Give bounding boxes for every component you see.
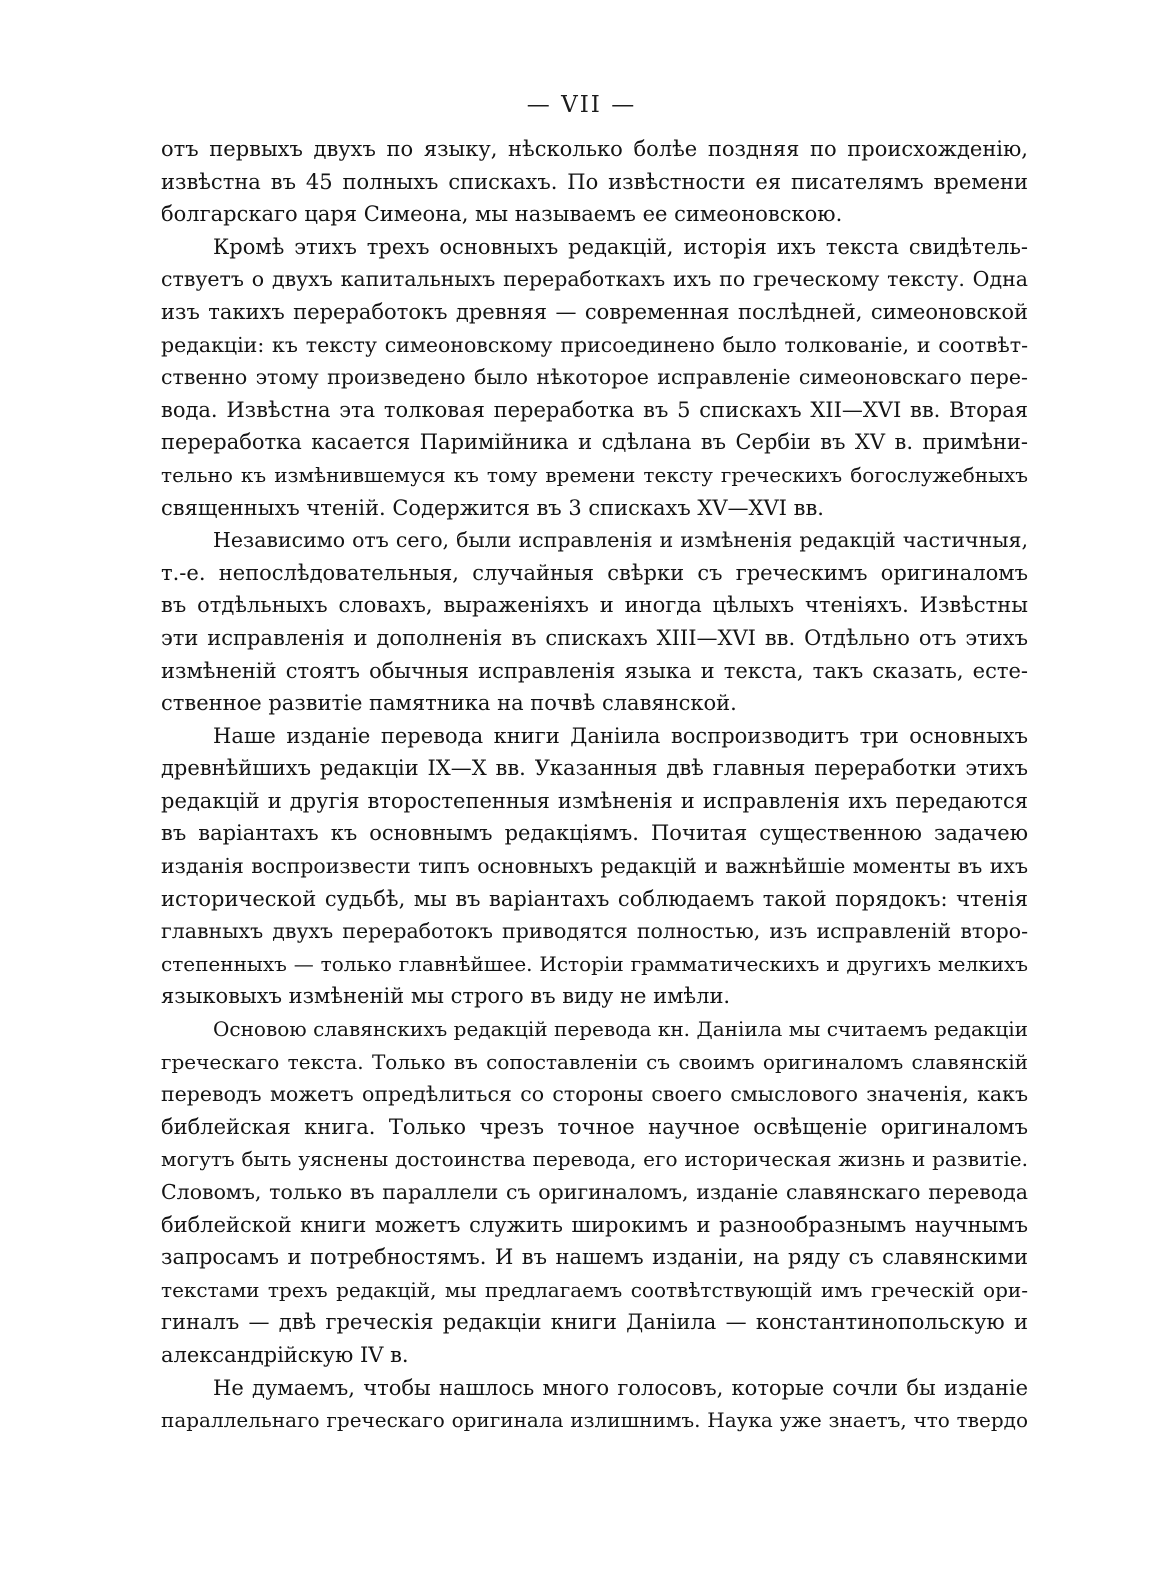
- text-line: Основою славянскихъ редакцій перевода кн. Даніила мы считаемъ редакціи: [213, 1017, 1028, 1042]
- text-line: Кромѣ этихъ трехъ основныхъ редакцій, исторія ихъ текста свидѣтель-: [213, 234, 1028, 259]
- text-line: въ отдѣльныхъ словахъ, выраженіяхъ и иногда цѣлыхъ чтеніяхъ. Извѣстны: [161, 593, 1028, 618]
- text-line: ственное развитіе памятника на почвѣ славянской.: [161, 691, 737, 716]
- text-line: переводъ можетъ опредѣлиться со стороны своего смыслового значенія, какъ: [161, 1082, 1028, 1107]
- text-line: отъ первыхъ двухъ по языку, нѣсколько болѣе поздняя по происхожденію,: [161, 137, 1028, 161]
- text-line: главныхъ двухъ переработокъ приводятся полностью, изъ исправленій второ-: [161, 919, 1028, 944]
- text-line: болгарскаго царя Симеона, мы называемъ ее симеоновскою.: [161, 202, 843, 227]
- text-line: въ варіантахъ къ основнымъ редакціямъ. Почитая существенною задачею: [161, 821, 1028, 846]
- text-line: тельно къ измѣнившемуся къ тому времени тексту греческихъ богослужебныхъ: [161, 462, 1028, 487]
- text-line: запросамъ и потребностямъ. И въ нашемъ изданіи, на ряду съ славянскими: [161, 1245, 1028, 1270]
- text-line: переработка касается Паримійника и сдѣлана въ Сербіи въ XV в. примѣни-: [161, 430, 1028, 455]
- text-line: изданія воспроизвести типъ основныхъ редакцій и важнѣйшіе моменты въ ихъ: [161, 854, 1028, 879]
- text-line: т.-е. непослѣдовательныя, случайныя свѣрки съ греческимъ оригиналомъ: [161, 560, 1028, 585]
- text-line: степенныхъ — только главнѣйшее. Исторіи грамматическихъ и другихъ мелкихъ: [161, 951, 1028, 976]
- text-line: библейской книги можетъ служить широкимъ и разнообразнымъ научнымъ: [161, 1212, 1028, 1237]
- text-line: древнѣйшихъ редакціи IX—X вв. Указанныя двѣ главныя переработки этихъ: [161, 756, 1028, 781]
- text-line: Не думаемъ, чтобы нашлось много голосовъ, которые сочли бы изданіе: [213, 1375, 1028, 1400]
- body-text: [161, 133, 1028, 1437]
- text-line: библейская книга. Только чрезъ точное научное освѣщеніе оригиналомъ: [161, 1114, 1028, 1139]
- text-line: гиналъ — двѣ греческія редакціи книги Даніила — константинопольскую и: [161, 1310, 1028, 1335]
- text-line: вода. Извѣстна эта толковая переработка въ 5 спискахъ XII—XVI вв. Вторая: [161, 397, 1028, 422]
- text-line: редакціи: къ тексту симеоновскому присоединено было толкованіе, и соотвѣт-: [161, 332, 1028, 357]
- text-line: Независимо отъ сего, были исправленія и измѣненія редакцій частичныя,: [213, 528, 1028, 553]
- text-line: священныхъ чтеній. Содержится въ 3 спискахъ XV—XVI вв.: [161, 495, 824, 520]
- text-line: редакцій и другія второстепенныя измѣненія и исправленія ихъ передаются: [161, 788, 1028, 813]
- text-line: греческаго текста. Только въ сопоставленіи съ своимъ оригиналомъ славянскій: [161, 1049, 1028, 1074]
- text-line: могутъ быть уяснены достоинства перевода, его историческая жизнь и развитіе.: [161, 1147, 1028, 1172]
- text-line: исторической судьбѣ, мы въ варіантахъ соблюдаемъ такой порядокъ: чтенія: [161, 886, 1028, 911]
- text-line: изъ такихъ переработокъ древняя — современная послѣдней, симеоновской: [161, 299, 1028, 324]
- text-line: Словомъ, только въ параллели съ оригиналомъ, изданіе славянскаго перевода: [161, 1180, 1028, 1204]
- page-number: — VII —: [526, 92, 637, 118]
- text-line: текстами трехъ редакцій, мы предлагаемъ соотвѣтствующій имъ греческій ори-: [161, 1277, 1028, 1302]
- text-line: Наше изданіе перевода книги Даніила воспроизводитъ три основныхъ: [213, 723, 1028, 748]
- text-line: александрійскую IV в.: [161, 1342, 409, 1367]
- text-line: извѣстна въ 45 полныхъ спискахъ. По извѣстности ея писателямъ времени: [161, 169, 1028, 194]
- text-line: эти исправленія и дополненія въ спискахъ XIII—XVI вв. Отдѣльно отъ этихъ: [161, 625, 1028, 650]
- text-line: языковыхъ измѣненій мы строго въ виду не имѣли.: [161, 984, 731, 1009]
- text-line: ственно этому произведено было нѣкоторое исправленіе симеоновскаго пере-: [161, 365, 1028, 390]
- text-line: ствуетъ о двухъ капитальныхъ переработкахъ ихъ по греческому тексту. Одна: [161, 267, 1028, 292]
- text-line: параллельнаго греческаго оригинала излишнимъ. Наука уже знаетъ, что твердо: [161, 1408, 1028, 1433]
- text-line: измѣненій стоятъ обычныя исправленія языка и текста, такъ сказать, есте-: [161, 658, 1028, 683]
